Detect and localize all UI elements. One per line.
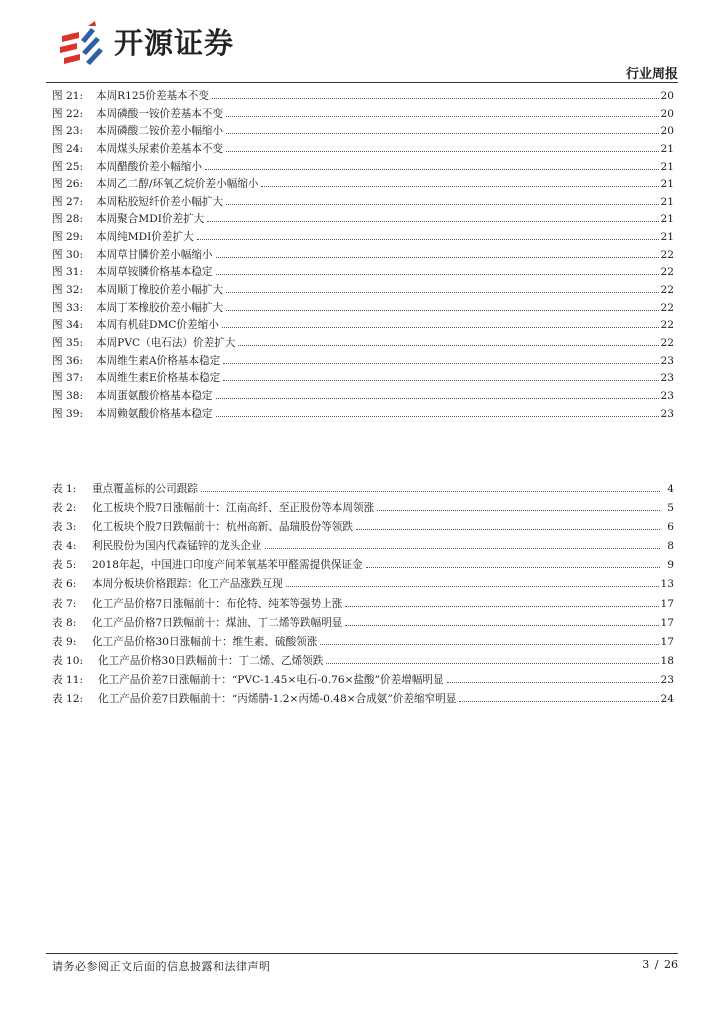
page-number: 21 [660, 231, 674, 244]
figure-entry[interactable] [52, 194, 674, 212]
table-entry[interactable] [52, 652, 674, 671]
dot-leader [226, 204, 658, 205]
figure-title: 本周磷酸一铵价差基本不变 [96, 107, 224, 120]
page-number: 6 [667, 521, 674, 534]
page-number: 22 [660, 336, 674, 349]
figure-title: 本周赖氨酸价格基本稳定 [96, 407, 213, 420]
figure-entry[interactable] [52, 370, 674, 388]
dot-leader [286, 586, 659, 587]
figure-title: 本周粘胶短纤价差小幅扩大 [96, 195, 224, 208]
figure-number: 图 22: [52, 107, 84, 120]
brand-logo [58, 20, 234, 66]
table-entry[interactable] [52, 499, 674, 518]
table-entry[interactable] [52, 556, 674, 575]
table-number: 表 9: [52, 635, 77, 648]
table-entry[interactable] [52, 614, 674, 633]
table-number: 表 1: [52, 483, 77, 495]
figure-number: 图 21: [52, 90, 84, 102]
page-number: 20 [660, 90, 674, 102]
figure-number: 图 27: [52, 195, 84, 208]
figure-title: 本周草铵膦价格基本稳定 [96, 266, 213, 279]
page-number: 23 [660, 407, 674, 420]
figure-number: 图 28: [52, 213, 84, 226]
figure-title: 本周维生素E价格基本稳定 [96, 372, 221, 385]
page-number: 21 [660, 178, 674, 191]
figure-number: 图 34: [52, 319, 84, 332]
table-title: 化工产品价差7日涨幅前十：“PVC-1.45×电石-0.76×盐酸”价差增幅明显 [98, 673, 444, 686]
table-title: 化工板块个股7日涨幅前十：江南高纤、至正股份等本周领涨 [92, 502, 375, 515]
figure-title: 本周磷酸二铵价差小幅缩小 [96, 125, 224, 138]
figure-index [52, 88, 674, 423]
page-number: 23 [660, 354, 674, 367]
page-number: 5 [667, 502, 674, 515]
logo-mark-icon [58, 20, 108, 66]
figure-title: 本周纯MDI价差扩大 [96, 231, 194, 244]
table-title: 化工产品价差7日跌幅前十：“丙烯腈-1.2×丙烯-0.48×合成氨”价差缩窄明显 [98, 693, 457, 706]
figure-title: 本周丁苯橡胶价差小幅扩大 [96, 301, 224, 314]
page-number: 17 [660, 635, 674, 648]
page-number: 21 [660, 160, 674, 173]
dot-leader [377, 510, 660, 511]
dot-leader [345, 625, 658, 626]
figure-number: 图 29: [52, 231, 84, 244]
page-number: 21 [660, 195, 674, 208]
table-number: 表 5: [52, 559, 77, 572]
table-title: 化工产品价格30日跌幅前十：丁二烯、乙烯领跌 [98, 654, 324, 667]
figure-entry[interactable] [52, 141, 674, 159]
figure-number: 图 39: [52, 407, 84, 420]
figure-number: 图 35: [52, 336, 84, 349]
figure-entry[interactable] [52, 123, 674, 141]
dot-leader [356, 529, 660, 530]
dot-leader [226, 151, 658, 152]
page-number: 18 [660, 654, 674, 667]
figure-title: 本周有机硅DMC价差缩小 [96, 319, 219, 332]
page-number: 17 [660, 597, 674, 610]
dot-leader [366, 567, 660, 568]
dot-leader [197, 239, 659, 240]
page-number: 22 [660, 284, 674, 297]
page-number: 24 [660, 693, 674, 706]
dot-leader [222, 327, 659, 328]
table-entry[interactable] [52, 595, 674, 614]
dot-leader [345, 606, 658, 607]
figure-entry[interactable] [52, 229, 674, 247]
figure-title: 本周PVC（电石法）价差扩大 [96, 336, 236, 349]
dot-leader [205, 169, 659, 170]
table-title: 本周分板块价格跟踪：化工产品涨跌互现 [92, 578, 283, 591]
figure-title: 本周维生素A价格基本稳定 [96, 354, 221, 367]
dot-leader [216, 257, 659, 258]
header-divider [46, 82, 678, 83]
figure-number: 图 25: [52, 160, 84, 173]
table-entry[interactable] [52, 671, 674, 690]
dot-leader [226, 116, 658, 117]
page-number: 8 [667, 540, 674, 553]
table-number: 表 10: [52, 654, 84, 667]
page-number: 23 [660, 372, 674, 385]
page-number: 22 [660, 248, 674, 261]
figure-title: 本周聚合MDI价差扩大 [96, 213, 205, 226]
dot-leader [207, 221, 658, 222]
page-number: 23 [660, 673, 674, 686]
figure-number: 图 24: [52, 142, 84, 155]
page-number: 17 [660, 616, 674, 629]
footer-divider [46, 953, 678, 954]
dot-leader [226, 310, 658, 311]
table-title: 化工板块个股7日跌幅前十：杭州高新、晶瑞股份等领跌 [92, 521, 353, 534]
table-title: 重点覆盖标的公司跟踪 [92, 483, 198, 495]
figure-entry[interactable] [52, 353, 674, 371]
page-number: 13 [660, 578, 674, 591]
figure-number: 图 30: [52, 248, 84, 261]
table-entry[interactable] [52, 633, 674, 652]
table-title: 化工产品价格7日跌幅前十：煤油、丁二烯等跌幅明显 [92, 616, 343, 629]
table-entry[interactable] [52, 575, 674, 594]
table-number: 表 6: [52, 578, 77, 591]
table-entry[interactable] [52, 480, 674, 499]
dot-leader [201, 491, 660, 492]
dot-leader [216, 398, 659, 399]
page-number: 20 [660, 107, 674, 120]
table-number: 表 12: [52, 693, 84, 706]
dot-leader [216, 274, 659, 275]
page-number: 22 [660, 266, 674, 279]
figure-number: 图 36: [52, 354, 84, 367]
table-number: 表 4: [52, 540, 77, 553]
table-number: 表 11: [52, 673, 84, 686]
table-entry[interactable] [52, 537, 674, 556]
page-number: 20 [660, 125, 674, 138]
figure-entry[interactable] [52, 335, 674, 353]
figure-number: 图 33: [52, 301, 84, 314]
figure-title: 本周顺丁橡胶价差小幅扩大 [96, 284, 224, 297]
dot-leader [320, 644, 658, 645]
brand-name: 开源证券 [114, 26, 235, 60]
report-type-label: 行业周报 [625, 67, 678, 82]
figure-entry[interactable] [52, 159, 674, 177]
figure-entry[interactable] [52, 406, 674, 424]
page-number: 22 [660, 301, 674, 314]
page-number: 23 [660, 389, 674, 402]
page-indicator: 3 / 26 [642, 958, 678, 971]
page-number: 22 [660, 319, 674, 332]
dot-leader [226, 292, 658, 293]
figure-title: 本周蛋氨酸价格基本稳定 [96, 389, 213, 402]
figure-number: 图 38: [52, 389, 84, 402]
table-number: 表 8: [52, 616, 77, 629]
figure-title: 本周乙二醇/环氧乙烷价差小幅缩小 [96, 178, 259, 191]
table-number: 表 2: [52, 502, 77, 515]
dot-leader [261, 186, 658, 187]
figure-entry[interactable] [52, 282, 674, 300]
table-number: 表 7: [52, 597, 77, 610]
page-number: 9 [667, 559, 674, 572]
figure-number: 图 23: [52, 125, 84, 138]
page-number: 4 [667, 483, 674, 495]
figure-number: 图 32: [52, 284, 84, 297]
dot-leader [223, 380, 658, 381]
dot-leader [223, 363, 658, 364]
dot-leader [226, 133, 658, 134]
dot-leader [216, 416, 659, 417]
table-title: 2018年起，中国进口印度产间苯氧基苯甲醛需提供保证金 [92, 559, 363, 572]
figure-title: 本周煤头尿素价差基本不变 [96, 142, 224, 155]
figure-entry[interactable] [52, 176, 674, 194]
figure-entry[interactable] [52, 211, 674, 229]
figure-title: 本周醋酸价差小幅缩小 [96, 160, 202, 173]
table-index [52, 480, 674, 709]
figure-entry[interactable] [52, 106, 674, 124]
figure-entry[interactable] [52, 264, 674, 282]
dot-leader [459, 701, 658, 702]
figure-title: 本周R125价差基本不变 [96, 90, 209, 102]
table-title: 化工产品价格7日涨幅前十：布伦特、纯苯等强势上涨 [92, 597, 343, 610]
figure-entry[interactable] [52, 247, 674, 265]
dot-leader [326, 663, 658, 664]
dot-leader [238, 345, 658, 346]
figure-number: 图 31: [52, 266, 84, 279]
dot-leader [447, 682, 659, 683]
figure-entry[interactable] [52, 88, 674, 106]
table-entry[interactable] [52, 690, 674, 709]
dot-leader [212, 98, 659, 99]
dot-leader [265, 548, 661, 549]
figure-number: 图 26: [52, 178, 84, 191]
page-number: 21 [660, 213, 674, 226]
figure-title: 本周草甘膦价差小幅缩小 [96, 248, 213, 261]
figure-number: 图 37: [52, 372, 84, 385]
legal-disclaimer: 请务必参阅正文后面的信息披露和法律声明 [52, 960, 271, 973]
table-number: 表 3: [52, 521, 77, 534]
figure-entry[interactable] [52, 300, 674, 318]
figure-entry[interactable] [52, 388, 674, 406]
table-title: 化工产品价格30日涨幅前十：维生素、硫酸领涨 [92, 635, 318, 648]
table-title: 利民股份为国内代森锰锌的龙头企业 [92, 540, 262, 553]
page-number: 21 [660, 142, 674, 155]
table-entry[interactable] [52, 518, 674, 537]
figure-entry[interactable] [52, 317, 674, 335]
